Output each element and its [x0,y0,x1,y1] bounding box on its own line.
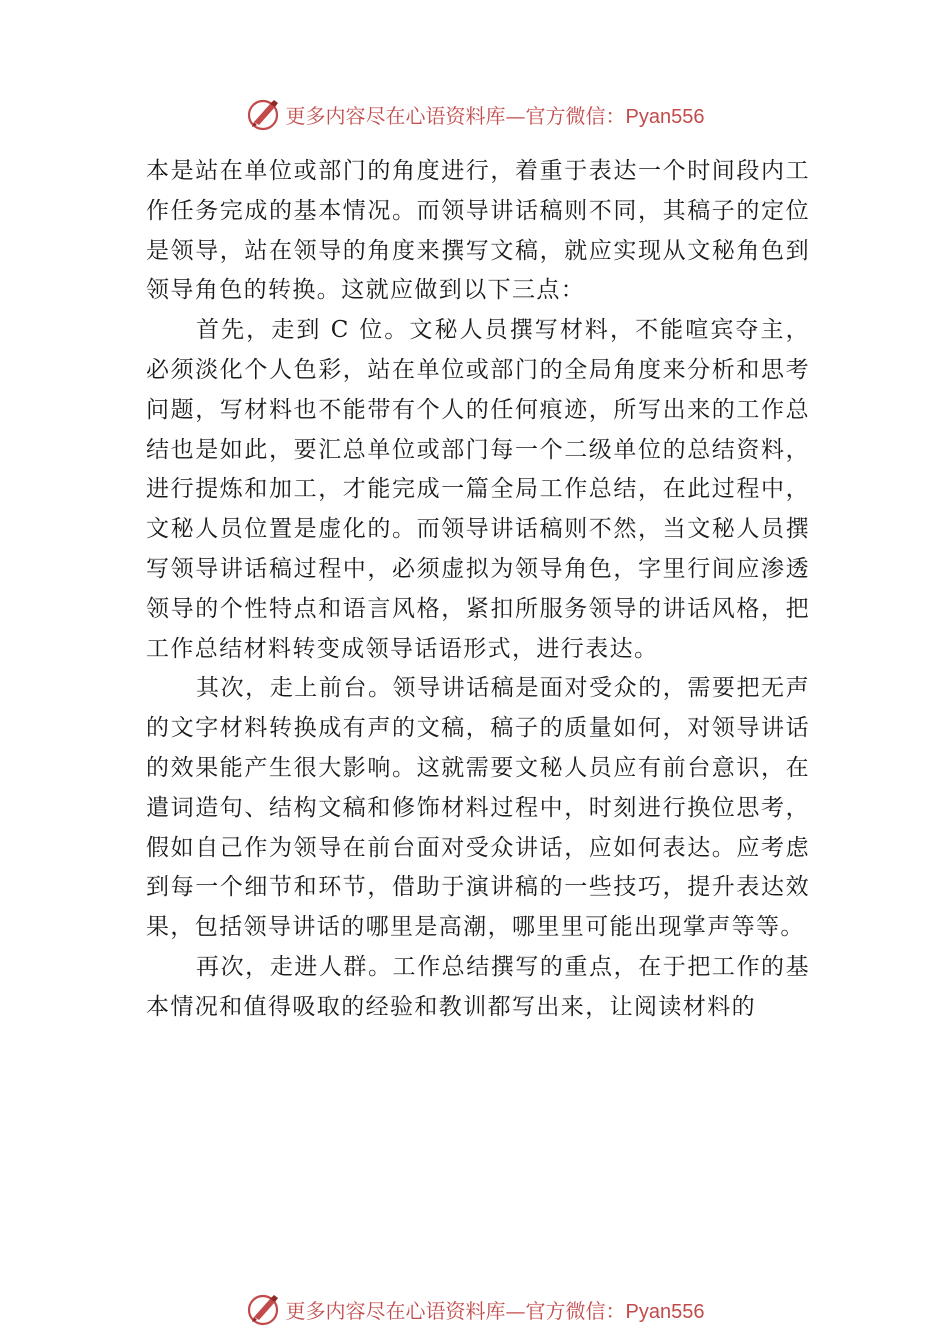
pen-logo-icon [246,1291,282,1327]
paragraph-1: 本是站在单位或部门的角度进行，着重于表达一个时间段内工作任务完成的基本情况。而领导讲话稿则不同，其稿子的定位是领导，站在领导的角度来撰写文稿，就应实现从文秘角色到领导角色的转换。这就应做到以下三点： [146,158,810,304]
paragraph-4: 再次，走进人群。工作总结撰写的重点，在于把工作的基本情况和值得吸取的经验和教训都写出来，让阅读材料的 [146,953,810,1020]
footer-banner-text [286,1295,705,1324]
body-text [146,152,810,1028]
header-banner [0,94,950,134]
paragraph-2: 首先，走到 C 位。文秘人员撰写材料，不能喧宾夺主，必须淡化个人色彩，站在单位或部门的全局角度来分析和思考问题，写材料也不能带有个人的任何痕迹，所写出来的工作总结也是如此，要汇总单位或部门每一个二级单位的总结资料，进行提炼和加工，才能完成一篇全局工作总结，在此过程中，文秘人员位置是虚化的。而领导讲话稿则不然，当文秘人员撰写领导讲话稿过程中，必须虚拟为领导角色，字里行间应渗透领导的个性特点和语言风格，紧扣所服务领导的讲话风格，把工作总结材料转变成领导话语形式，进行表达。 [146,317,810,662]
footer-banner-wechat-id: Pyan556 [625,1300,705,1323]
header-banner-wechat-id: Pyan556 [625,105,705,128]
pen-logo-icon [246,96,282,132]
header-banner-text [286,100,705,129]
header-banner-cn: 更多内容尽在心语资料库—官方微信： [285,103,626,128]
footer-banner [0,1289,950,1329]
paragraph-3: 其次，走上前台。领导讲话稿是面对受众的，需要把无声的文字材料转换成有声的文稿，稿子的质量如何，对领导讲话的效果能产生很大影响。这就需要文秘人员应有前台意识，在遣词造句、结构文稿和修饰材料过程中，时刻进行换位思考，假如自己作为领导在前台面对受众讲话，应如何表达。应考虑到每一个细节和环节，借助于演讲稿的一些技巧，提升表达效果，包括领导讲话的哪里是高潮，哪里里可能出现掌声等等。 [146,675,810,941]
footer-banner-cn: 更多内容尽在心语资料库—官方微信： [285,1298,626,1323]
